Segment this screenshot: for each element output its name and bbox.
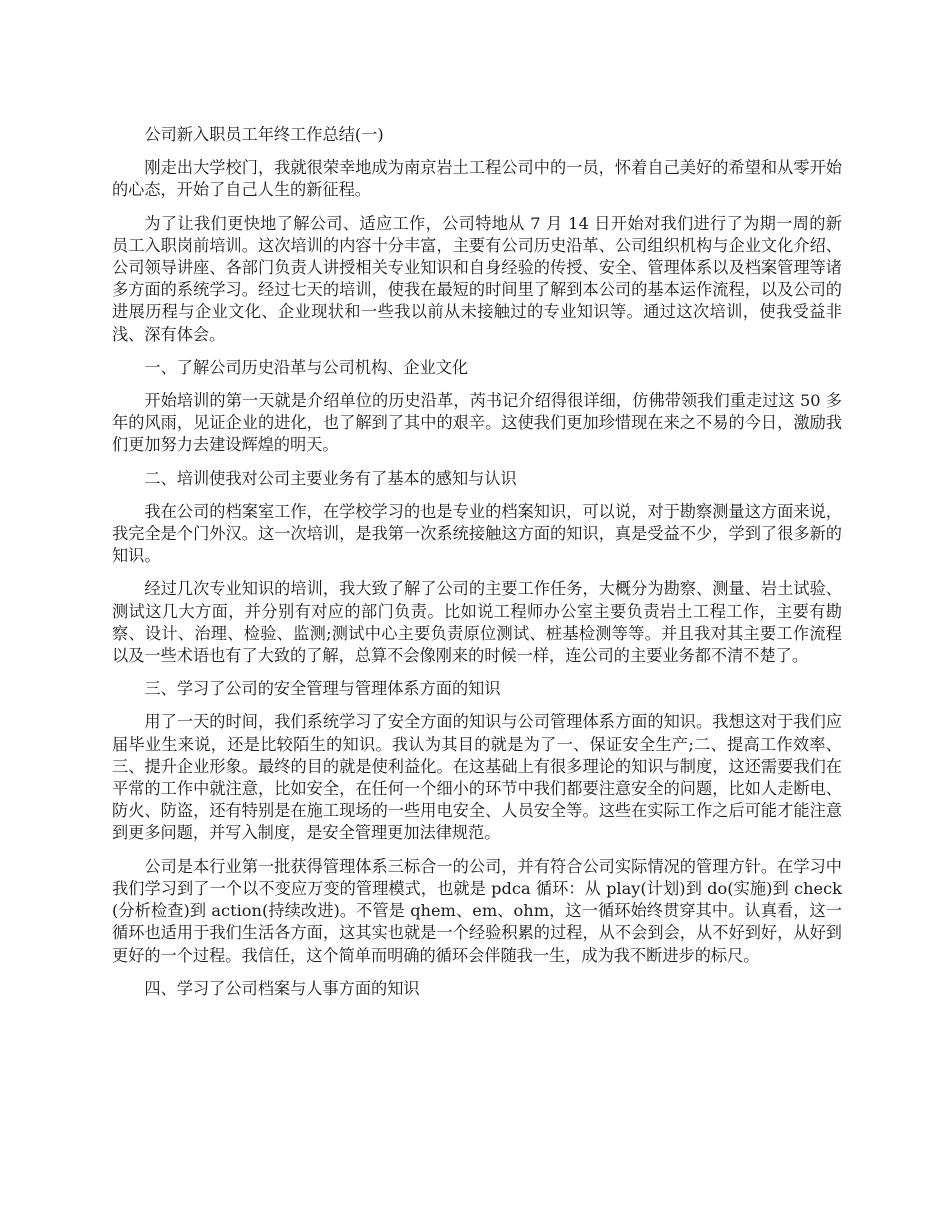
section-heading: 二、培训使我对公司主要业务有了基本的感知与认识 — [144, 468, 517, 488]
paragraph: 为了让我们更快地了解公司、适应工作，公司特地从 7 月 14 日开始对我们进行了为期一周的新员工入职岗前培训。这次培训的内容十分丰富，主要有公司历史沿革、公司组织机构与企业文化介绍、公司领导讲座、各部门负责人讲授相关专业知识和自身经验的传授、安全、管理体系以及档案管理等诸多方面的系统学习。经过七天的培训，使我在最短的时间里了解到本公司的基本运作流程，以及公司的进展历程与企业文化、企业现状和一些我以前从未接触过的专业知识等。通过这次培训，使我受益非浅、深有体会。 — [112, 213, 842, 344]
section-heading: 三、学习了公司的安全管理与管理体系方面的知识 — [144, 679, 501, 699]
document-page — [112, 124, 842, 1011]
paragraph: 开始培训的第一天就是介绍单位的历史沿革，芮书记介绍得很详细，仿佛带领我们重走过这 50 多年的风雨，见证企业的进化，也了解到了其中的艰辛。这使我们更加珍惜现在来之不易的今日，激励我们更加努力去建设辉煌的明天。 — [112, 391, 842, 455]
document-title: 公司新入职员工年终工作总结(一) — [144, 125, 384, 144]
paragraph: 刚走出大学校门，我就很荣幸地成为南京岩土工程公司中的一员，怀着自己美好的希望和从零开始的心态，开始了自己人生的新征程。 — [112, 158, 842, 200]
paragraph: 我在公司的档案室工作，在学校学习的也是专业的档案知识，可以说，对于勘察测量这方面来说，我完全是个门外汉。这一次培训，是我第一次系统接触这方面的知识，真是受益不少，学到了很多新的知识。 — [112, 501, 842, 566]
section-heading: 四、学习了公司档案与人事方面的知识 — [144, 978, 420, 998]
section-heading: 一、了解公司历史沿革与公司机构、企业文化 — [144, 357, 469, 377]
paragraph: 公司是本行业第一批获得管理体系三标合一的公司，并有符合公司实际情况的管理方针。在学习中我们学习到了一个以不变应万变的管理模式，也就是 pdca 循环：从 play(计划)到 do(实施)到 check(分析检查)到 action(持续改进)。不管是 qhem、em、ohm，这一循环始终贯穿其中。认真看，这一循环也适用于我们生活各方面，这其实也就是一个经验积累的过程，从不会到会，从不好到好，从好到更好的一个过程。我信任，这个简单而明确的循环会伴随我一生，成为我不断进步的标尺。 — [112, 856, 842, 965]
paragraph: 经过几次专业知识的培训，我大致了解了公司的主要工作任务，大概分为勘察、测量、岩土试验、测试这几大方面，并分别有对应的部门负责。比如说工程师办公室主要负责岩土工程工作，主要有勘察、设计、治理、检验、监测;测试中心主要负责原位测试、桩基检测等等。并且我对其主要工作流程以及一些术语也有了大致的了解，总算不会像刚来的时候一样，连公司的主要业务都不清不楚了。 — [112, 579, 842, 666]
paragraph: 用了一天的时间，我们系统学习了安全方面的知识与公司管理体系方面的知识。我想这对于我们应届毕业生来说，还是比较陌生的知识。我认为其目的就是为了一、保证安全生产;二、提高工作效率、三、提升企业形象。最终的目的就是使利益化。在这基础上有很多理论的知识与制度，这还需要我们在平常的工作中就注意，比如安全，在任何一个细小的环节中我们都要注意安全的问题，比如人走断电、防火、防盗，还有特别是在施工现场的一些用电安全、人员安全等。这些在实际工作之后可能才能注意到更多问题，并写入制度，是安全管理更加法律规范。 — [112, 712, 842, 843]
